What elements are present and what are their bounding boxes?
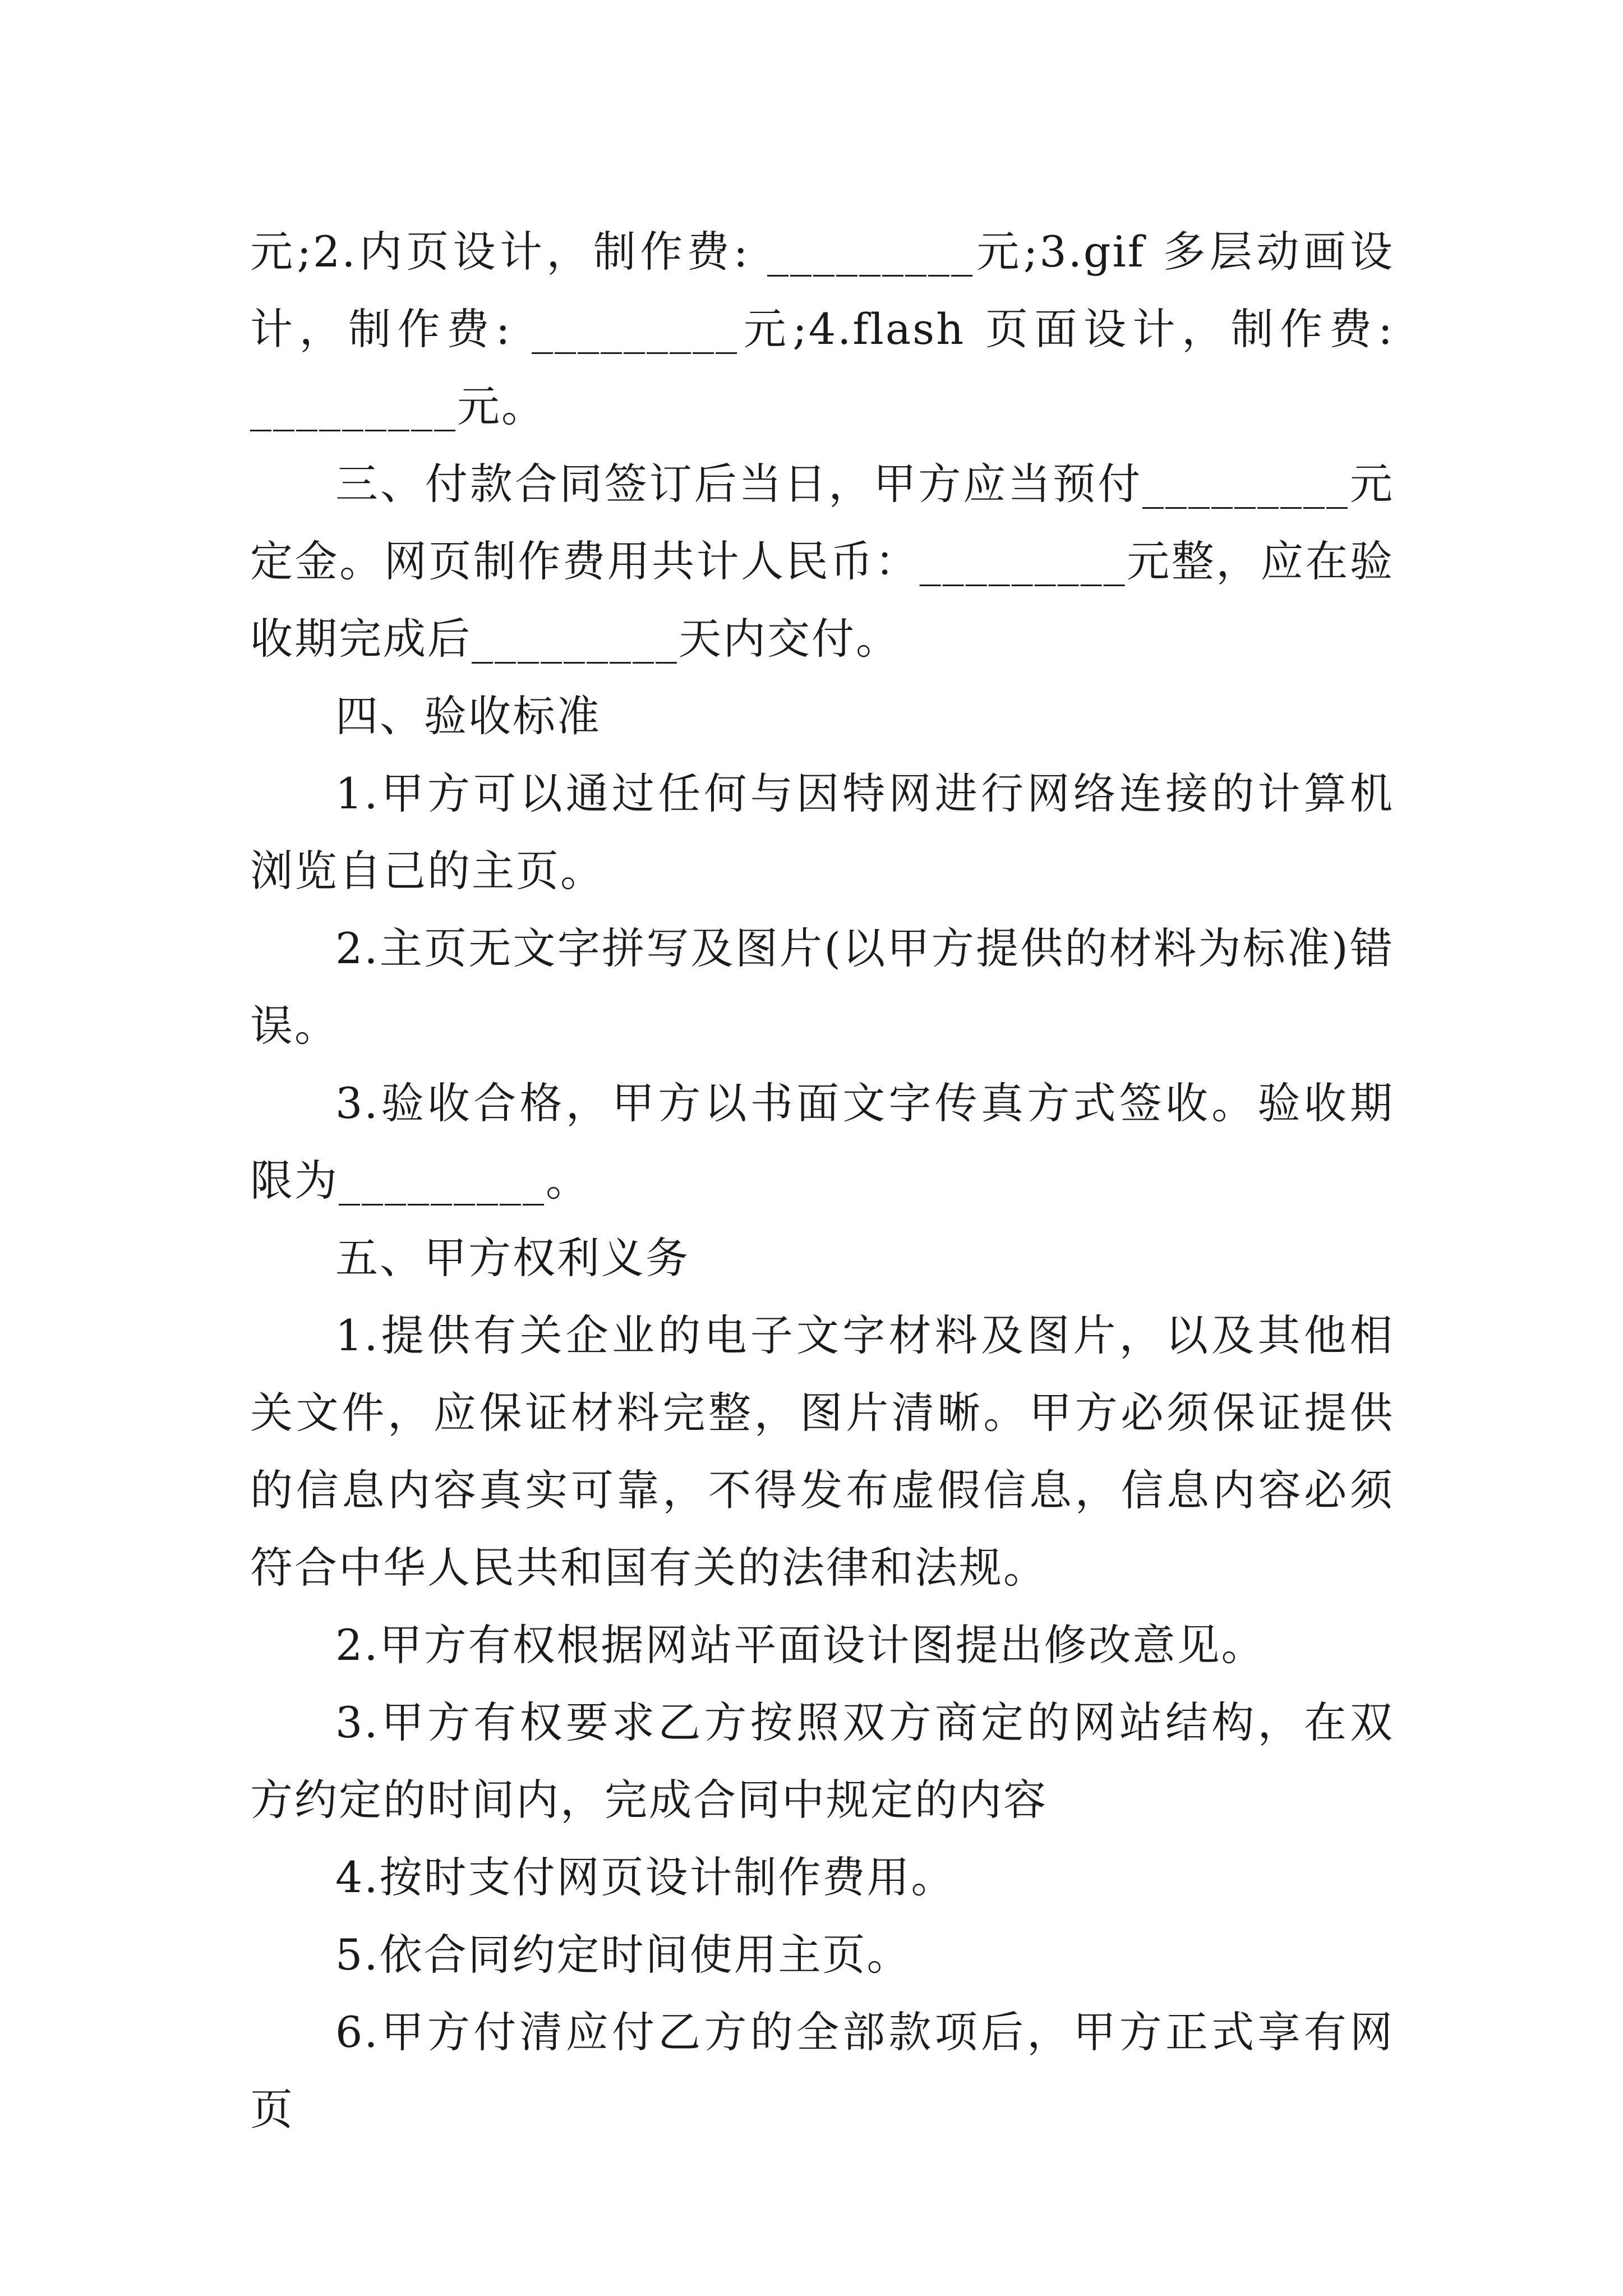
heading-party-a-rights: 五、甲方权利义务 [335,1233,690,1283]
paragraph-party-a-5: 5.依合同约定时间使用主页。 [335,1930,911,1980]
paragraph-party-a-4: 4.按时支付网页设计制作费用。 [335,1852,956,1902]
paragraph-party-a-3: 3.甲方有权要求乙方按照双方商定的网站结构，在双方约定的时间内，完成合同中规定的内容 [250,1697,1394,1825]
paragraph-acceptance-1: 1.甲方可以通过任何与因特网进行网络连接的计算机浏览自己的主页。 [250,769,1394,896]
paragraph-acceptance-2: 2.主页无文字拼写及图片(以甲方提供的材料为标准)错误。 [250,923,1394,1051]
paragraph-party-a-2: 2.甲方有权根据网站平面设计图提出修改意见。 [335,1620,1266,1670]
paragraph-payment: 三、付款合同签订后当日，甲方应当预付_________元定金。网页制作费用共计人民币：_________元整，应在验收期完成后_________天内交付。 [250,459,1394,664]
paragraph-acceptance-3: 3.验收合格，甲方以书面文字传真方式签收。验收期限为_________。 [250,1078,1394,1205]
paragraph-party-a-6: 6.甲方付清应付乙方的全部款项后，甲方正式享有网页 [250,2007,1394,2134]
paragraph-fee-items: 元;2.内页设计，制作费: _________元;3.gif 多层动画设计，制作费: _________元;4.flash 页面设计，制作费: _________元。 [250,227,1394,431]
contract-text [250,213,1394,2148]
paragraph-party-a-1: 1.提供有关企业的电子文字材料及图片，以及其他相关文件，应保证材料完整，图片清晰。甲方必须保证提供的信息内容真实可靠，不得发布虚假信息，信息内容必须符合中华人民共和国有关的法律和法规。 [250,1310,1394,1593]
heading-acceptance-standard: 四、验收标准 [335,691,601,741]
